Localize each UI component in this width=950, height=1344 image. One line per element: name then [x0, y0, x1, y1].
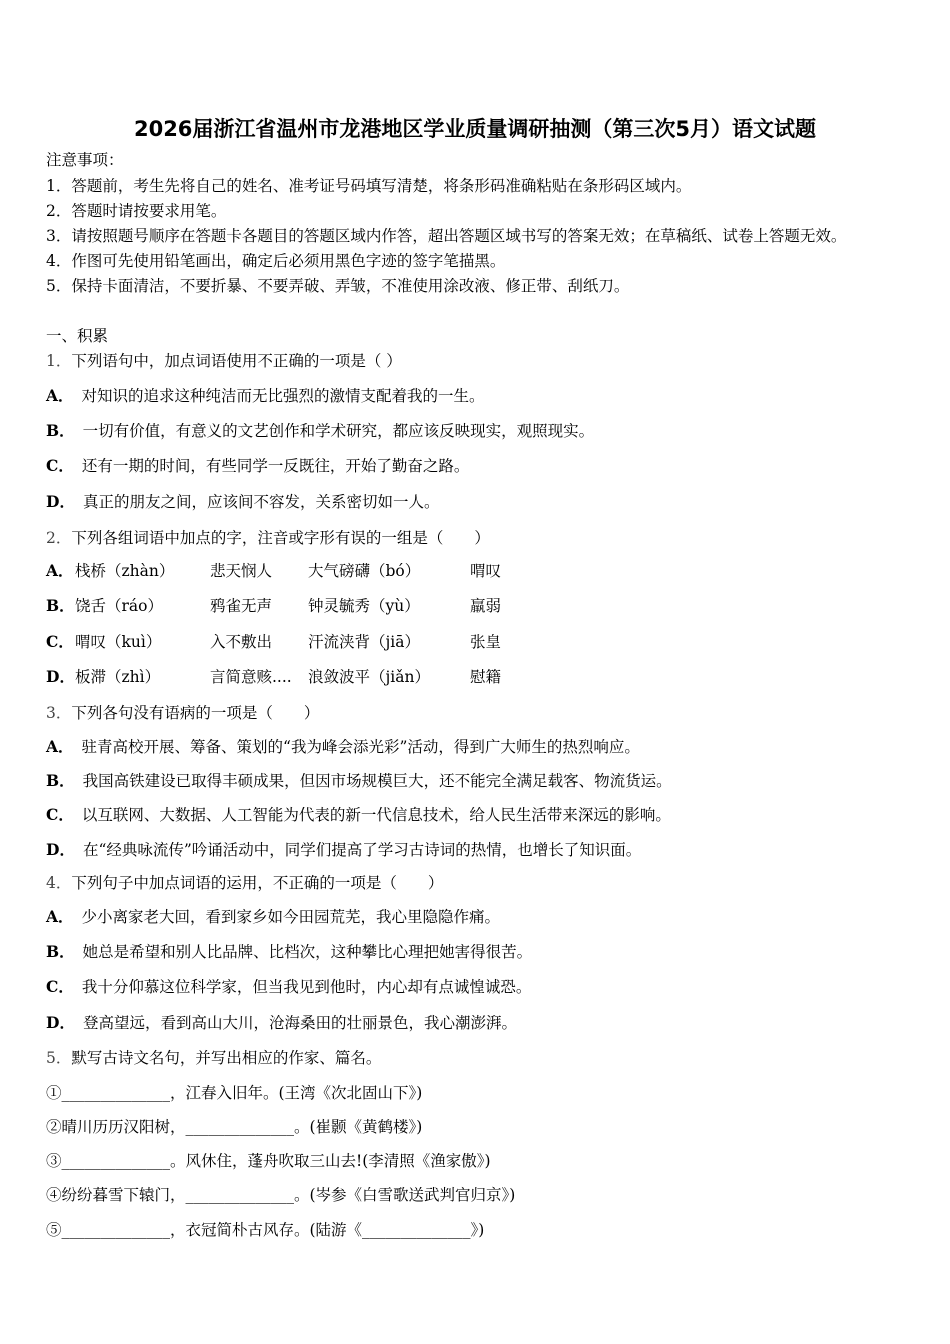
- section-heading: 一、积累: [46, 327, 109, 345]
- option-cell: 浪敛波平（jiǎn）: [308, 668, 430, 686]
- option-text: 登高望远，看到高山大川，沧海桑田的壮丽景色，我心潮澎湃。: [82, 1014, 517, 1032]
- option-label: A．: [46, 737, 74, 756]
- option-cell: 栈桥（zhàn）: [75, 562, 175, 580]
- option-label: D．: [46, 667, 75, 686]
- option-label: C．: [46, 977, 74, 996]
- option-text: 驻青高校开展、筹备、策划的“我为峰会添光彩”活动，得到广大师生的热烈响应。: [81, 738, 640, 756]
- option: [46, 977, 531, 997]
- question-stem: [46, 351, 402, 371]
- notice-item: 3．请按照题号顺序在答题卡各题目的答题区域内作答，超出答题区域书写的答案无效；在草稿纸、试卷上答题无效。: [46, 227, 847, 245]
- question-number: 1．: [46, 352, 72, 370]
- question-number: 3．: [46, 704, 72, 722]
- option-label: C．: [46, 632, 74, 651]
- question-stem: [46, 528, 490, 548]
- question-text: 下列语句中，加点词语使用不正确的一项是（ ）: [71, 352, 402, 370]
- option-cell: 喟叹（kuì）: [75, 633, 162, 651]
- option: [46, 942, 532, 962]
- option-text: 对知识的追求这种纯洁而无比强烈的激情支配着我的一生。: [81, 387, 485, 405]
- question-number: 4．: [46, 874, 72, 892]
- fill-blank-line: ①______________，江春入旧年。(王湾《次北固山下》): [46, 1084, 423, 1102]
- option-row: [46, 632, 502, 652]
- notice-item: 1．答题前，考生先将自己的姓名、准考证号码填写清楚，将条形码准确粘贴在条形码区域内。: [46, 177, 692, 195]
- option-label: D．: [46, 840, 75, 859]
- question-text: 下列各句没有语病的一项是（ ）: [71, 704, 320, 722]
- option-cell: 慰籍: [470, 668, 502, 686]
- option: [46, 1013, 517, 1033]
- option-text: 在“经典咏流传”吟诵活动中，同学们提高了学习古诗词的热情，也增长了知识面。: [82, 841, 642, 859]
- option-label: B．: [46, 771, 75, 790]
- option-cell: 板滞（zhì）: [75, 668, 161, 686]
- option-text: 一切有价值，有意义的文艺创作和学术研究，都应该反映现实，观照现实。: [82, 422, 595, 440]
- option: [46, 907, 500, 927]
- option-text: 我国高铁建设已取得丰硕成果，但因市场规模巨大，还不能完全满足载客、物流货运。: [82, 772, 672, 790]
- option-row: [46, 561, 502, 581]
- option-cell: 张皇: [470, 633, 502, 651]
- option-label: D．: [46, 1013, 75, 1032]
- option-cell: 喟叹: [470, 562, 502, 580]
- option-text: 还有一期的时间，有些同学一反既往，开始了勤奋之路。: [81, 457, 470, 475]
- option-label: C．: [46, 456, 74, 475]
- option-cell: 大气磅礴（bó）: [308, 562, 421, 580]
- option: [46, 771, 672, 791]
- question-number: 2．: [46, 529, 72, 547]
- option-text: 我十分仰慕这位科学家，但当我见到他时，内心却有点诚惶诚恐。: [81, 978, 532, 996]
- option-label: A．: [46, 386, 74, 405]
- question-stem: [46, 1048, 381, 1068]
- option-cell: 言简意赅....: [210, 668, 292, 686]
- option: [46, 492, 439, 512]
- option-text: 真正的朋友之间，应该间不容发，关系密切如一人。: [82, 493, 440, 511]
- option: [46, 456, 469, 476]
- option-cell: 钟灵毓秀（yù）: [308, 597, 420, 615]
- fill-blank-line: ③______________。风休住，蓬舟吹取三山去!(李清照《渔家傲》): [46, 1152, 491, 1170]
- option-label: A．: [46, 907, 74, 926]
- option-cell: 羸弱: [470, 597, 502, 615]
- fill-blank-line: ②晴川历历汉阳树，______________。(崔颢《黄鹤楼》): [46, 1118, 423, 1136]
- notice-item: 2．答题时请按要求用笔。: [46, 202, 227, 220]
- option-label: B．: [46, 421, 75, 440]
- notice-heading: 注意事项：: [46, 151, 124, 169]
- option-cell: 入不敷出: [210, 633, 273, 651]
- option-cell: 鸦雀无声: [210, 597, 273, 615]
- option-label: A．: [46, 561, 74, 580]
- question-text: 默写古诗文名句，并写出相应的作家、篇名。: [71, 1049, 382, 1067]
- question-stem: [46, 703, 319, 723]
- notice-item: 5．保持卡面清洁，不要折暴、不要弄破、弄皱，不准使用涂改液、修正带、刮纸刀。: [46, 277, 630, 295]
- option-cell: 饶舌（ráo）: [75, 597, 163, 615]
- option: [46, 421, 594, 441]
- page-title: 2026届浙江省温州市龙港地区学业质量调研抽测（第三次5月）语文试题: [133, 117, 817, 141]
- option-label: B．: [46, 942, 75, 961]
- option-label: C．: [46, 805, 74, 824]
- option-text: 少小离家老大回，看到家乡如今田园荒芜，我心里隐隐作痛。: [81, 908, 501, 926]
- option-text: 以互联网、大数据、人工智能为代表的新一代信息技术，给人民生活带来深远的影响。: [81, 806, 671, 824]
- question-number: 5．: [46, 1049, 72, 1067]
- question-stem: [46, 873, 443, 893]
- question-text: 下列句子中加点词语的运用，不正确的一项是（ ）: [71, 874, 444, 892]
- option: [46, 840, 641, 860]
- fill-blank-line: ⑤______________，衣冠简朴古风存。(陆游《______________》): [46, 1221, 485, 1239]
- option-row: [46, 667, 502, 687]
- option-cell: 悲天悯人: [210, 562, 273, 580]
- option: [46, 737, 640, 757]
- option-text: 她总是希望和别人比品牌、比档次，这种攀比心理把她害得很苦。: [82, 943, 533, 961]
- option-row: [46, 596, 502, 616]
- fill-blank-line: ④纷纷暮雪下辕门，______________。(岑参《白雪歌送武判官归京》): [46, 1186, 516, 1204]
- notice-item: 4．作图可先使用铅笔画出，确定后必须用黑色字迹的签字笔描黑。: [46, 252, 506, 270]
- option-label: B．: [46, 596, 75, 615]
- option: [46, 386, 485, 406]
- option-label: D．: [46, 492, 75, 511]
- option-cell: 汗流浃背（jiā）: [308, 633, 421, 651]
- option: [46, 805, 671, 825]
- question-text: 下列各组词语中加点的字，注音或字形有误的一组是（ ）: [71, 529, 490, 547]
